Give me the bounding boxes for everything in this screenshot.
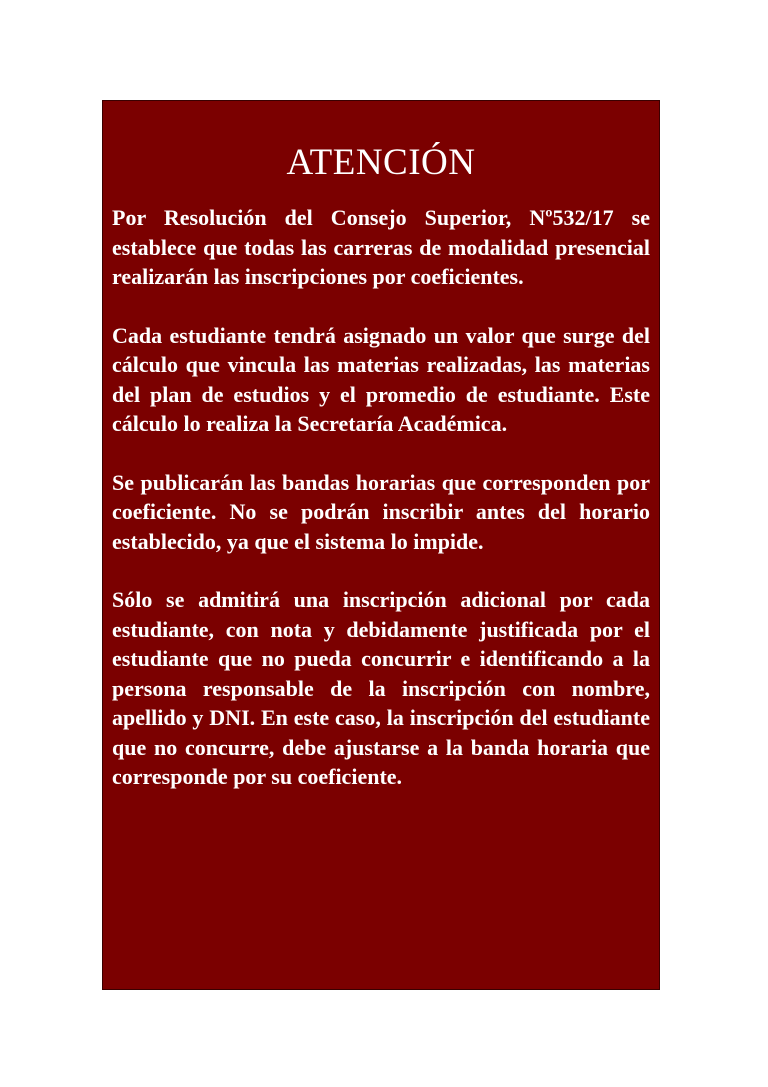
notice-paragraph-additional-enrollment: Sólo se admitirá una inscripción adicional por cada estudiante, con nota y debidamente justificada por el estudiante que no pueda concurrir e identificando a la persona responsable de la inscripción con nombre, apellido y DNI. En este caso, la inscripción del estudiante que no concurre, debe ajustarse a la banda horaria que corresponde por su coeficiente.	[112, 587, 650, 789]
notice-paragraph-resolution: Por Resolución del Consejo Superior, Nº532/17 se establece que todas las carreras de modalidad presencial realizarán las inscripciones por coeficientes.	[112, 205, 650, 289]
notice-paragraph-time-bands: Se publicarán las bandas horarias que corresponden por coeficiente. No se podrán inscribir antes del horario establecido, ya que el sistema lo impide.	[112, 469, 650, 554]
notice-title: ATENCIÓN	[286, 142, 476, 183]
notice-paragraph-coefficient: Cada estudiante tendrá asignado un valor que surge del cálculo que vincula las materias realizadas, las materias del plan de estudios y el promedio de estudiante. Este cálculo lo realiza la Secretaría Académica.	[112, 322, 650, 436]
notice-panel	[102, 100, 660, 990]
